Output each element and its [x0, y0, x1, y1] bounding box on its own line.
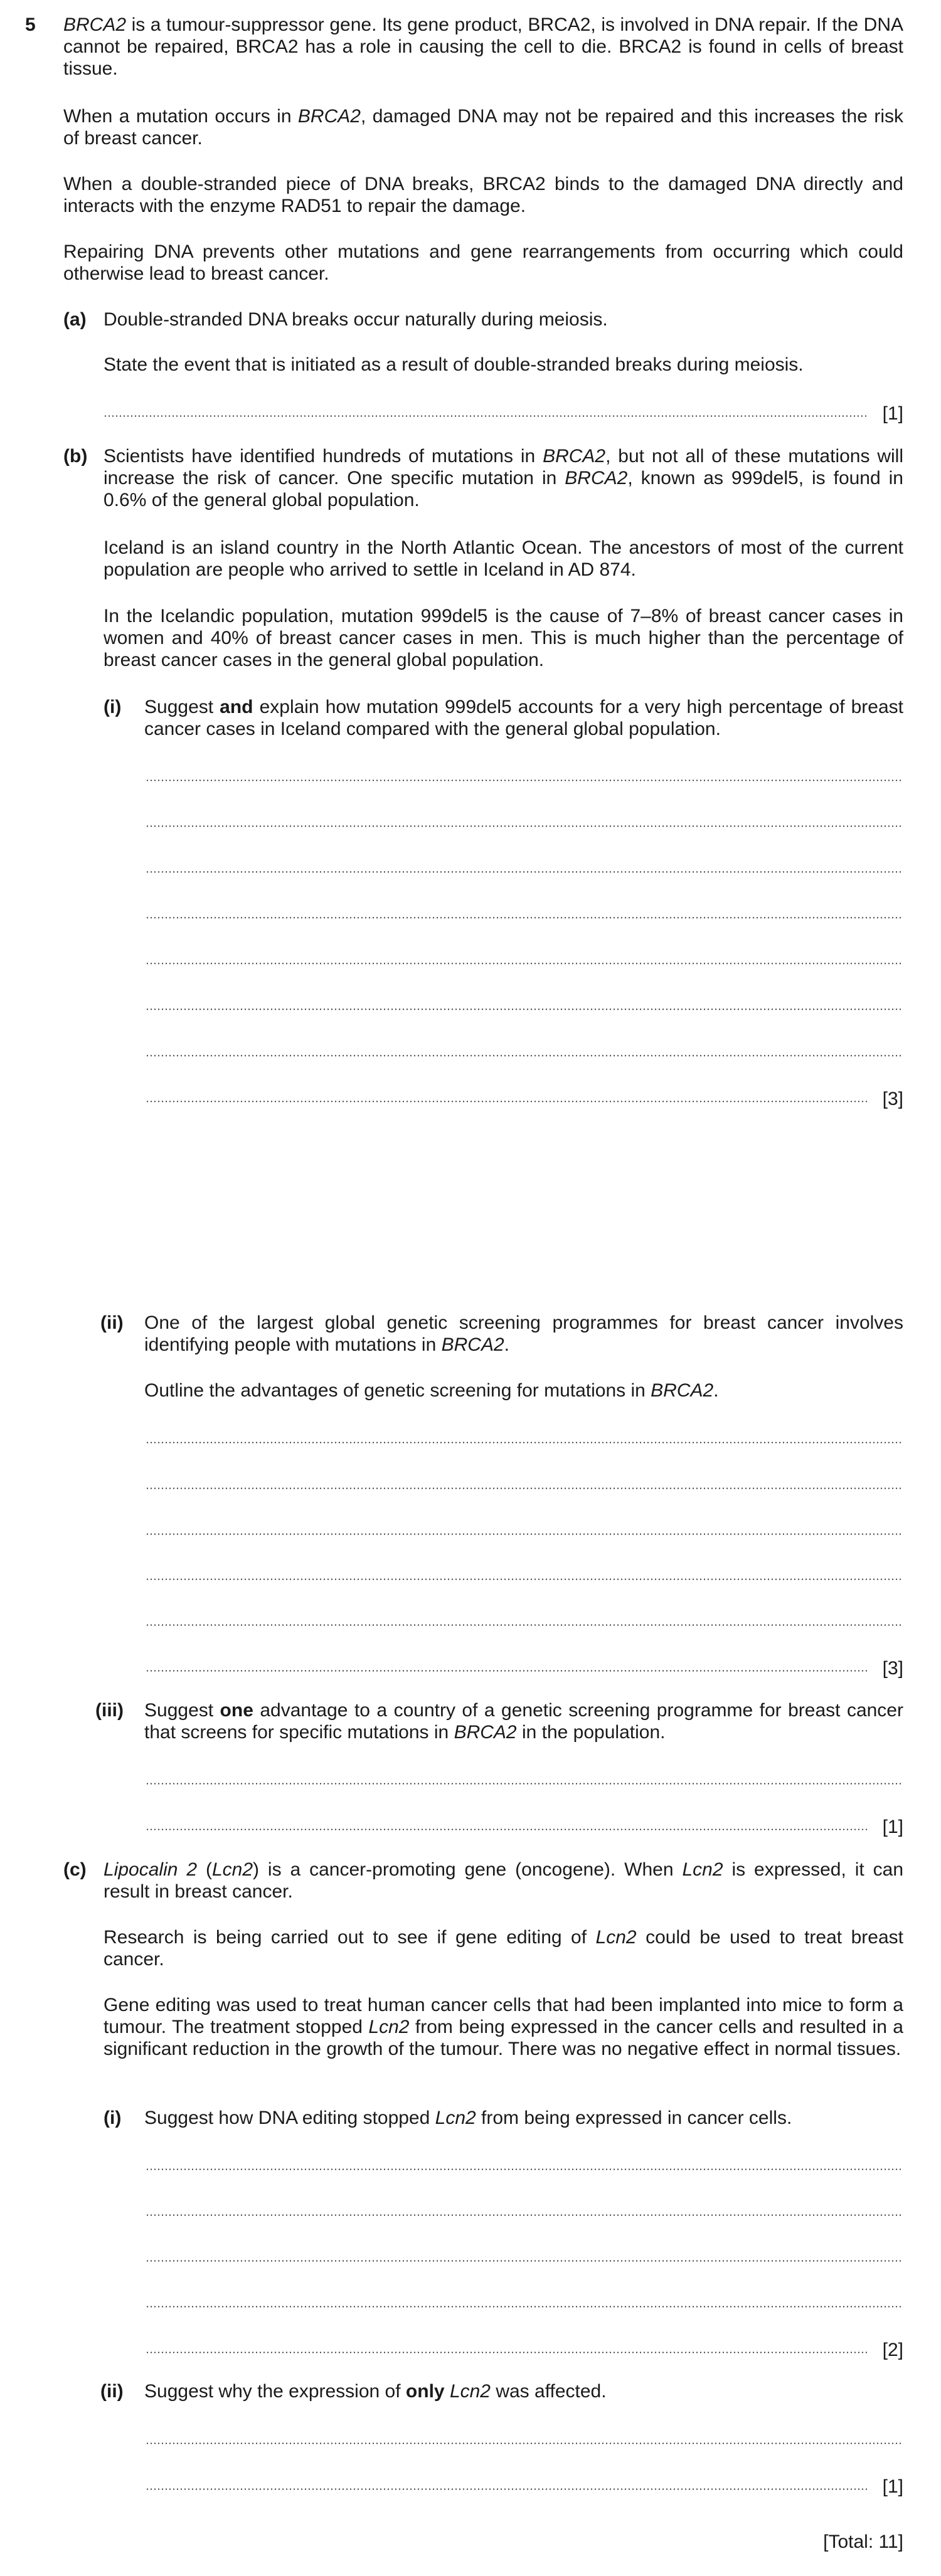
part-c-i-answer-line-4[interactable]: [146, 2306, 903, 2308]
part-b-ii-question-2: Outline the advantages of genetic screening for mutations in BRCA2.: [144, 1380, 719, 1401]
part-c-i-answer-line-1[interactable]: [146, 2168, 903, 2170]
part-b-i-label: (i): [104, 697, 122, 717]
part-c-ii-answer-line-2[interactable]: [146, 2488, 867, 2490]
part-b-ii-answer-line-3[interactable]: [146, 1533, 903, 1535]
intro-paragraph-3: When a double-stranded piece of DNA breaks, BRCA2 binds to the damaged DNA directly and interacts with the enzyme RAD51 to repair the damage.: [63, 174, 903, 216]
part-b-ii-answer-line-4[interactable]: [146, 1578, 903, 1580]
part-b-i-answer-line-5[interactable]: [146, 963, 903, 964]
question-number: 5: [25, 14, 36, 35]
intro-paragraph-2: When a mutation occurs in BRCA2, damaged DNA may not be repaired and this increases the risk of breast cancer.: [63, 106, 903, 149]
part-b-paragraph-1: Scientists have identified hundreds of mutations in BRCA2, but not all of these mutations will increase the risk of cancer. One specific mutation in BRCA2, known as 999del5, is found in 0.6% of the general global population.: [104, 446, 904, 510]
part-b-i-answer-line-1[interactable]: [146, 779, 903, 781]
part-b-paragraph-2: Iceland is an island country in the North Atlantic Ocean. The ancestors of most of the current population are people who arrived to settle in Iceland in AD 874.: [104, 537, 903, 580]
part-c-label: (c): [63, 1859, 87, 1880]
part-b-i-answer-line-2[interactable]: [146, 825, 903, 827]
part-c-paragraph-2: Research is being carried out to see if gene editing of Lcn2 could be used to treat breast cancer.: [104, 1927, 903, 1970]
part-a-question: State the event that is initiated as a result of double-stranded breaks during meiosis.: [104, 354, 804, 375]
part-b-i-answer-line-8[interactable]: [146, 1101, 867, 1102]
part-b-iii-answer-line-2[interactable]: [146, 1829, 867, 1830]
part-b-paragraph-3: In the Icelandic population, mutation 999del5 is the cause of 7–8% of breast cancer cases in women and 40% of breast cancer cases in men. This is much higher than the percentage of breast cancer cases in the general global population.: [104, 606, 903, 670]
part-b-ii-question: One of the largest global genetic screening programmes for breast cancer involves identifying people with mutations in BRCA2.: [144, 1312, 903, 1355]
part-b-i-question: Suggest and explain how mutation 999del5 accounts for a very high percentage of breast cancer cases in Iceland compared with the general global population.: [144, 697, 903, 739]
part-b-iii-answer-line-1[interactable]: [146, 1783, 903, 1785]
part-c-ii-question: Suggest why the expression of only Lcn2 was affected.: [144, 2381, 607, 2402]
intro-paragraph-4: Repairing DNA prevents other mutations and gene rearrangements from occurring which could otherwise lead to breast cancer.: [63, 241, 903, 284]
part-b-ii-marks: [3]: [882, 1658, 903, 1679]
part-c-ii-marks: [1]: [882, 2476, 903, 2497]
part-b-i-answer-line-7[interactable]: [146, 1055, 903, 1057]
part-b-ii-answer-line-5[interactable]: [146, 1624, 903, 1626]
part-b-i-answer-line-3[interactable]: [146, 871, 903, 873]
part-c-ii-label: (ii): [100, 2381, 124, 2402]
part-b-iii-question: Suggest one advantage to a country of a genetic screening programme for breast cancer that screens for specific mutations in BRCA2 in the population.: [144, 1700, 903, 1743]
part-b-i-answer-line-6[interactable]: [146, 1008, 903, 1010]
part-b-ii-answer-line-2[interactable]: [146, 1487, 903, 1489]
part-b-iii-marks: [1]: [882, 1817, 903, 1837]
part-b-iii-label: (iii): [95, 1700, 124, 1721]
part-a-label: (a): [63, 309, 87, 330]
part-c-i-answer-line-5[interactable]: [146, 2352, 867, 2353]
total-marks: [Total: 11]: [823, 2531, 903, 2552]
part-a-stem: Double-stranded DNA breaks occur naturally during meiosis.: [104, 309, 608, 330]
part-a-answer-line[interactable]: [104, 415, 868, 417]
part-b-i-answer-line-4[interactable]: [146, 917, 903, 919]
part-c-paragraph-3: Gene editing was used to treat human cancer cells that had been implanted into mice to form a tumour. The treatment stopped Lcn2 from being expressed in the cancer cells and resulted in a significant reduction in the growth of the tumour. There was no negative effect in normal tissues.: [104, 1995, 903, 2059]
part-b-i-marks: [3]: [882, 1089, 903, 1109]
part-c-i-answer-line-3[interactable]: [146, 2260, 903, 2262]
part-b-label: (b): [63, 446, 88, 467]
part-a-marks: [1]: [882, 403, 903, 424]
part-c-i-marks: [2]: [882, 2340, 903, 2360]
part-c-i-label: (i): [104, 2108, 122, 2128]
part-b-ii-label: (ii): [100, 1312, 124, 1333]
part-b-ii-answer-line-6[interactable]: [146, 1670, 867, 1672]
part-c-i-answer-line-2[interactable]: [146, 2214, 903, 2216]
part-c-ii-answer-line-1[interactable]: [146, 2442, 903, 2444]
part-c-i-question: Suggest how DNA editing stopped Lcn2 from being expressed in cancer cells.: [144, 2108, 792, 2128]
part-b-ii-answer-line-1[interactable]: [146, 1442, 903, 1444]
intro-paragraph-1: BRCA2 is a tumour-suppressor gene. Its gene product, BRCA2, is involved in DNA repair. If the DNA cannot be repaired, BRCA2 has a role in causing the cell to die. BRCA2 is found in cells of breast tissue.: [63, 14, 903, 79]
part-c-paragraph-1: Lipocalin 2 (Lcn2) is a cancer-promoting gene (oncogene). When Lcn2 is expressed, it can result in breast cancer.: [104, 1859, 904, 1902]
